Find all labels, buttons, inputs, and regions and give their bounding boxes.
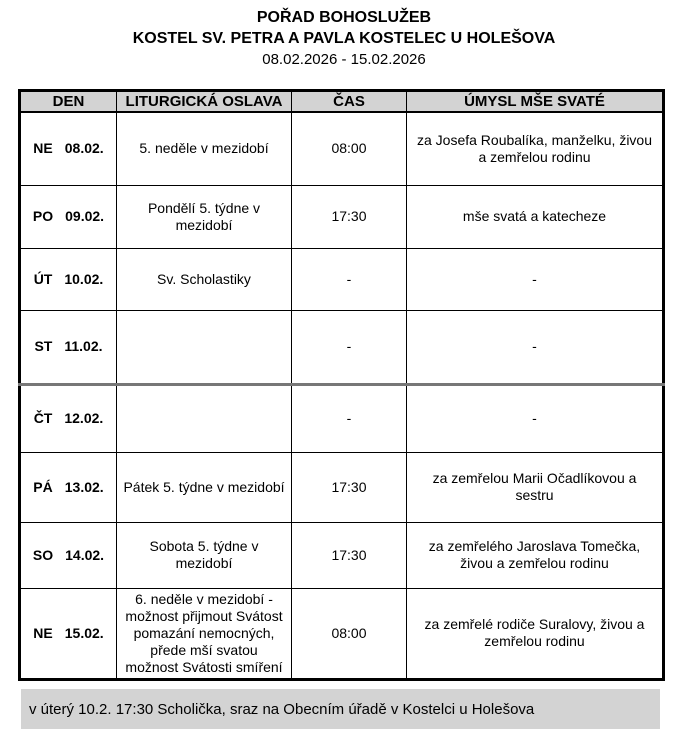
- day-date: 11.02.: [64, 338, 103, 354]
- time-cell: 08:00: [292, 112, 407, 185]
- celebration-cell: [117, 384, 292, 452]
- day-abbr: NE: [33, 140, 53, 157]
- time-cell: -: [292, 248, 407, 310]
- table-row: [20, 248, 664, 310]
- day-date: 09.02.: [65, 208, 105, 224]
- celebration-cell: [117, 310, 292, 384]
- page-title: POŘAD BOHOSLUŽEB: [256, 9, 432, 26]
- day-cell: [20, 384, 117, 452]
- day-date: 13.02.: [64, 478, 104, 495]
- day-abbr: PÁ: [33, 478, 53, 495]
- day-cell: [20, 112, 117, 185]
- celebration-cell: Sv. Scholastiky: [117, 248, 292, 310]
- table-row: [20, 452, 664, 522]
- schedule-table: [18, 89, 665, 681]
- footer-note: v úterý 10.2. 17:30 Scholička, sraz na Obecním úřadě v Kostelci u Holešova: [21, 689, 660, 729]
- table-row: [20, 588, 664, 679]
- time-cell: 08:00: [292, 588, 407, 679]
- page-subtitle: KOSTEL SV. PETRA A PAVLA KOSTELEC U HOLEŠOVA: [132, 30, 556, 47]
- table-row: [20, 522, 664, 588]
- day-cell: [20, 310, 117, 384]
- col-header-umysl: ÚMYSL MŠE SVATÉ: [407, 91, 664, 113]
- intention-cell: -: [407, 384, 664, 452]
- intention-cell: -: [407, 310, 664, 384]
- table-row: [20, 185, 664, 248]
- celebration-cell: 6. neděle v mezidobí - možnost přijmout Svátost pomazání nemocných, přede mší svatou možnost Svátosti smíření: [117, 588, 292, 679]
- table-header-row: [20, 91, 664, 113]
- day-abbr: PO: [32, 208, 54, 224]
- day-cell: [20, 185, 117, 248]
- celebration-cell: Sobota 5. týdne v mezidobí: [117, 522, 292, 588]
- intention-cell: za zemřelou Marii Očadlíkovou a sestru: [407, 452, 664, 522]
- celebration-cell: 5. neděle v mezidobí: [117, 112, 292, 185]
- col-header-cas: ČAS: [292, 91, 407, 113]
- day-abbr: NE: [33, 624, 53, 641]
- day-cell: [20, 248, 117, 310]
- day-abbr: ST: [34, 338, 53, 354]
- intention-cell: mše svatá a katecheze: [407, 185, 664, 248]
- intention-cell: za zemřelého Jaroslava Tomečka, živou a zemřelou rodinu: [407, 522, 664, 588]
- time-cell: 17:30: [292, 452, 407, 522]
- day-abbr: SO: [32, 546, 54, 563]
- table-row: [20, 112, 664, 185]
- intention-cell: za zemřelé rodiče Suralovy, živou a zemřelou rodinu: [407, 588, 664, 679]
- intention-cell: -: [407, 248, 664, 310]
- day-date: 12.02.: [64, 410, 104, 426]
- intention-cell: za Josefa Roubalíka, manželku, živou a zemřelou rodinu: [407, 112, 664, 185]
- day-abbr: ÚT: [33, 270, 53, 287]
- day-date: 08.02.: [64, 140, 104, 157]
- time-cell: 17:30: [292, 522, 407, 588]
- celebration-cell: Pondělí 5. týdne v mezidobí: [117, 185, 292, 248]
- day-date: 15.02.: [64, 624, 104, 641]
- col-header-liturgicka-oslava: LITURGICKÁ OSLAVA: [117, 91, 292, 113]
- day-cell: [20, 522, 117, 588]
- celebration-cell: Pátek 5. týdne v mezidobí: [117, 452, 292, 522]
- time-cell: -: [292, 384, 407, 452]
- table-row: [20, 310, 664, 384]
- day-date: 14.02.: [65, 546, 105, 563]
- document-header: [0, 7, 688, 71]
- day-date: 10.02.: [64, 270, 104, 287]
- date-range: 08.02.2026 - 15.02.2026: [262, 51, 426, 68]
- table-row: [20, 384, 664, 452]
- time-cell: -: [292, 310, 407, 384]
- day-cell: [20, 452, 117, 522]
- day-cell: [20, 588, 117, 679]
- col-header-den: DEN: [20, 91, 117, 113]
- day-abbr: ČT: [33, 410, 53, 426]
- time-cell: 17:30: [292, 185, 407, 248]
